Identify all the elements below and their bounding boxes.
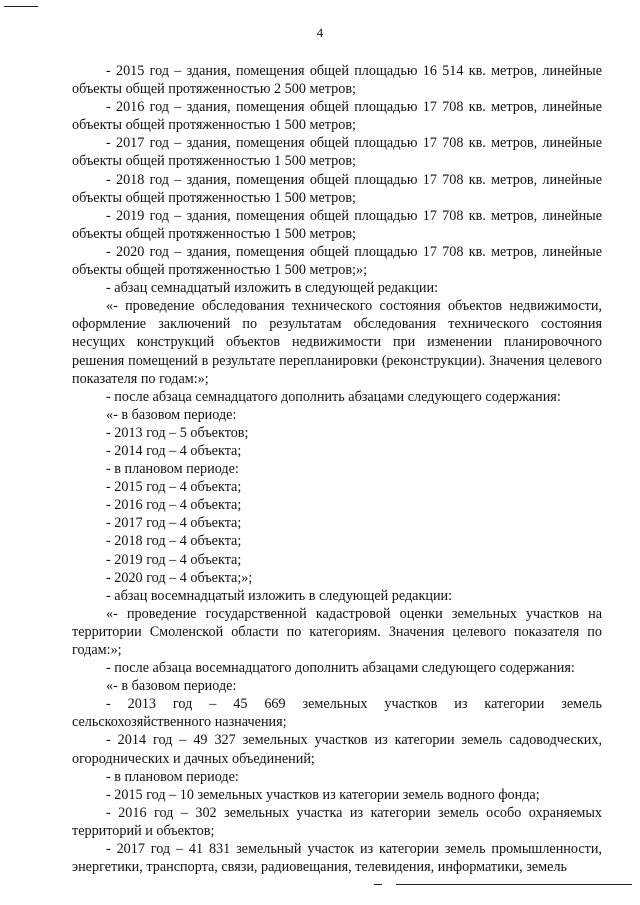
top-rule-line xyxy=(4,6,38,7)
paragraph: - абзац семнадцатый изложить в следующей редакции: xyxy=(106,280,439,297)
paragraph: - 2016 год – здания, помещения общей площадью 17 708 кв. метров, линейные объекты общей протяженностью 1 500 метров; xyxy=(72,99,602,134)
paragraph: - абзац восемнадцатый изложить в следующей редакции: xyxy=(106,587,453,604)
paragraph: «- проведение обследования технического состояния объектов недвижимости, оформление заключений по результатам обследования технического состояния несущих конструкций объектов недвижимости при изменении планировочного решения помещений в результате перепланировки (реконструкции). Значения целевого показателя по годам:»; xyxy=(72,298,602,387)
paragraph: - 2019 год – 4 объекта; xyxy=(106,551,242,568)
paragraph: «- проведение государственной кадастровой оценки земельных участков на территории Смоленской области по категориям. Значения целевого показателя по годам:»; xyxy=(72,605,602,658)
paragraph: - 2018 год – здания, помещения общей площадью 17 708 кв. метров, линейные объекты общей протяженностью 1 500 метров; xyxy=(72,171,602,206)
paragraph: - 2017 год – здания, помещения общей площадью 17 708 кв. метров, линейные объекты общей протяженностью 1 500 метров; xyxy=(72,135,602,170)
paragraph: - 2015 год – 10 земельных участков из категории земель водного фонда; xyxy=(106,786,540,803)
paragraph: - 2015 год – 4 объекта; xyxy=(106,479,242,496)
paragraph: - 2014 год – 49 327 земельных участков из категории земель садоводческих, огороднических и дачных объединений; xyxy=(72,732,602,767)
paragraph: - 2020 год – здания, помещения общей площадью 17 708 кв. метров, линейные объекты общей протяженностью 1 500 метров;»; xyxy=(72,243,602,279)
bottom-rule-line xyxy=(396,884,632,885)
document-body xyxy=(72,62,602,876)
bottom-dash-line xyxy=(374,884,382,885)
paragraph: - 2020 год – 4 объекта;»; xyxy=(106,569,253,586)
paragraph: - 2017 год – 41 831 земельный участок из категории земель промышленности, энергетики, транспорта, связи, радиовещания, телевидения, информатики, земель xyxy=(72,841,602,876)
paragraph: - после абзаца восемнадцатого дополнить абзацами следующего содержания: xyxy=(106,660,575,677)
paragraph: - 2014 год – 4 объекта; xyxy=(106,442,242,459)
paragraph: - 2016 год – 302 земельных участка из категории земель особо охраняемых территорий и объектов; xyxy=(72,804,602,839)
paragraph: - 2013 год – 45 669 земельных участков из категории земель сельскохозяйственного назначения; xyxy=(72,696,602,731)
page-number: 4 xyxy=(316,26,324,40)
paragraph: - 2018 год – 4 объекта; xyxy=(106,533,242,550)
paragraph: - 2017 год – 4 объекта; xyxy=(106,515,242,532)
paragraph: - 2019 год – здания, помещения общей площадью 17 708 кв. метров, линейные объекты общей протяженностью 1 500 метров; xyxy=(72,207,602,242)
paragraph: «- в базовом периоде: xyxy=(106,406,237,423)
paragraph: - 2013 год – 5 объектов; xyxy=(106,424,249,441)
paragraph: - после абзаца семнадцатого дополнить абзацами следующего содержания: xyxy=(106,388,561,405)
paragraph: «- в базовом периоде: xyxy=(106,678,237,695)
paragraph: - в плановом периоде: xyxy=(106,461,239,478)
paragraph: - 2016 год – 4 объекта; xyxy=(106,497,242,514)
paragraph: - в плановом периоде: xyxy=(106,768,239,785)
paragraph: - 2015 год – здания, помещения общей площадью 16 514 кв. метров, линейные объекты общей протяженностью 2 500 метров; xyxy=(72,63,602,98)
